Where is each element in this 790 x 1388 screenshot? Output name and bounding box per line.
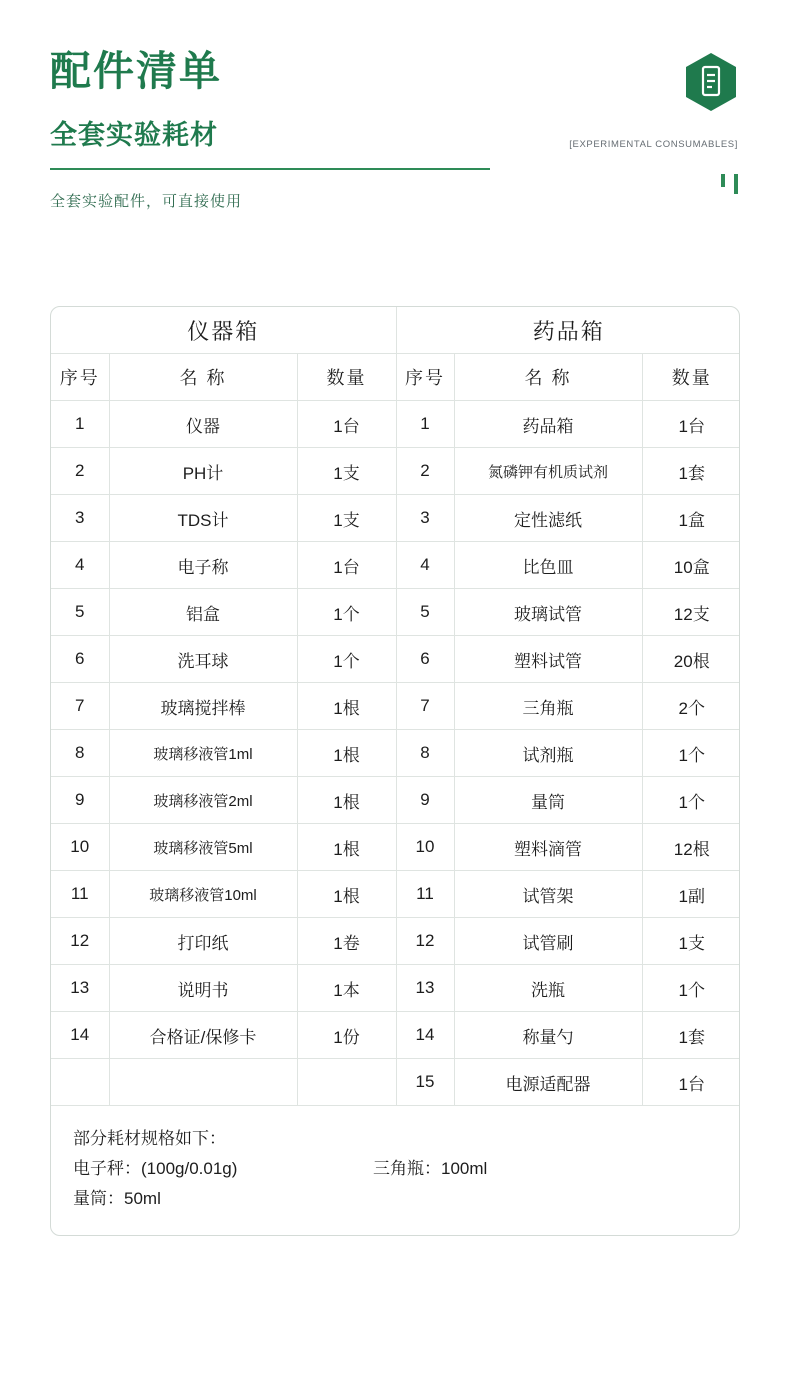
row-index: 4	[396, 542, 454, 589]
footnote-cylinder-spec: 量筒：50ml	[73, 1188, 161, 1208]
column-header-qty-left: 数量	[297, 354, 396, 401]
row-qty: 1副	[642, 871, 740, 918]
table-row	[51, 589, 740, 636]
row-index: 8	[396, 730, 454, 777]
row-name: 打印纸	[109, 918, 297, 965]
row-index: 7	[51, 683, 109, 730]
row-qty: 1卷	[297, 918, 396, 965]
table-row	[51, 918, 740, 965]
row-index: 4	[51, 542, 109, 589]
group-title-reagent: 药品箱	[396, 307, 740, 354]
title-divider	[50, 168, 490, 170]
row-name	[109, 1059, 297, 1106]
column-header-name-right: 名 称	[454, 354, 642, 401]
table-row	[51, 401, 740, 448]
row-index: 9	[51, 777, 109, 824]
header-right-block	[518, 52, 738, 196]
page-subtitle: 全套实验耗材	[50, 120, 218, 151]
row-name: 试剂瓶	[454, 730, 642, 777]
row-name: 仪器	[109, 401, 297, 448]
row-qty	[297, 1059, 396, 1106]
table-row	[51, 777, 740, 824]
row-name: 电子称	[109, 542, 297, 589]
row-qty: 1支	[297, 448, 396, 495]
row-qty: 1份	[297, 1012, 396, 1059]
footnote-scale-spec: 电子秤：(100g/0.01g)	[73, 1158, 238, 1178]
row-index: 5	[396, 589, 454, 636]
table-row	[51, 448, 740, 495]
row-index: 1	[396, 401, 454, 448]
row-qty: 1套	[642, 1012, 740, 1059]
row-index: 13	[51, 965, 109, 1012]
parts-list-table	[51, 307, 740, 1106]
row-name: 玻璃搅拌棒	[109, 683, 297, 730]
page-header	[0, 0, 790, 211]
row-index: 6	[396, 636, 454, 683]
row-index: 2	[396, 448, 454, 495]
footnote-line-2	[73, 1154, 739, 1184]
footnote-block	[51, 1106, 739, 1235]
row-index: 2	[51, 448, 109, 495]
footnote-line-1: 部分耗材规格如下：	[73, 1129, 226, 1148]
row-qty: 1个	[642, 777, 740, 824]
row-index: 10	[51, 824, 109, 871]
row-name: 试管刷	[454, 918, 642, 965]
row-index: 5	[51, 589, 109, 636]
row-qty: 1个	[642, 730, 740, 777]
column-header-seq-right: 序号	[396, 354, 454, 401]
row-index: 11	[51, 871, 109, 918]
row-name: 电源适配器	[454, 1059, 642, 1106]
row-qty: 12根	[642, 824, 740, 871]
row-name: 合格证/保修卡	[109, 1012, 297, 1059]
row-qty: 1支	[297, 495, 396, 542]
row-name: 药品箱	[454, 401, 642, 448]
row-qty: 1根	[297, 871, 396, 918]
row-name: 塑料试管	[454, 636, 642, 683]
table-group-header-row	[51, 307, 740, 354]
table-row	[51, 636, 740, 683]
table-row	[51, 683, 740, 730]
row-qty: 1台	[642, 1059, 740, 1106]
table-row	[51, 965, 740, 1012]
decorative-ticks	[518, 174, 738, 196]
row-qty: 1个	[297, 636, 396, 683]
row-name: 试管架	[454, 871, 642, 918]
row-index: 9	[396, 777, 454, 824]
row-qty: 1根	[297, 777, 396, 824]
row-index: 10	[396, 824, 454, 871]
row-index: 14	[51, 1012, 109, 1059]
row-name: 塑料滴管	[454, 824, 642, 871]
row-index	[51, 1059, 109, 1106]
column-header-name-left: 名 称	[109, 354, 297, 401]
row-qty: 1个	[642, 965, 740, 1012]
group-title-instrument: 仪器箱	[51, 307, 396, 354]
parts-list-card	[50, 306, 740, 1236]
row-qty: 1台	[297, 401, 396, 448]
row-qty: 10盒	[642, 542, 740, 589]
row-qty: 1个	[297, 589, 396, 636]
page-title: 配件清单	[50, 48, 222, 94]
tick-mark-1	[721, 174, 725, 187]
row-name: 三角瓶	[454, 683, 642, 730]
row-name: PH计	[109, 448, 297, 495]
table-column-header-row	[51, 354, 740, 401]
english-caption: [EXPERIMENTAL CONSUMABLES]	[569, 139, 738, 150]
row-name: 氮磷钾有机质试剂	[454, 448, 642, 495]
row-name: 玻璃移液管10ml	[109, 871, 297, 918]
row-qty: 1盒	[642, 495, 740, 542]
row-name: 洗瓶	[454, 965, 642, 1012]
footnote-flask-spec: 三角瓶：100ml	[373, 1158, 488, 1178]
row-index: 1	[51, 401, 109, 448]
table-row	[51, 1059, 740, 1106]
row-name: 洗耳球	[109, 636, 297, 683]
row-name: 定性滤纸	[454, 495, 642, 542]
row-qty: 1根	[297, 683, 396, 730]
row-name: 比色皿	[454, 542, 642, 589]
table-row	[51, 730, 740, 777]
row-index: 6	[51, 636, 109, 683]
document-list-icon	[684, 52, 738, 112]
row-name: 玻璃试管	[454, 589, 642, 636]
row-index: 13	[396, 965, 454, 1012]
row-index: 12	[396, 918, 454, 965]
column-header-seq-left: 序号	[51, 354, 109, 401]
row-name: TDS计	[109, 495, 297, 542]
row-qty: 1本	[297, 965, 396, 1012]
row-name: 玻璃移液管1ml	[109, 730, 297, 777]
table-row	[51, 542, 740, 589]
tick-mark-2	[734, 174, 738, 194]
row-index: 14	[396, 1012, 454, 1059]
row-index: 11	[396, 871, 454, 918]
table-row	[51, 871, 740, 918]
page-note: 全套实验配件，可直接使用	[50, 193, 243, 211]
row-name: 玻璃移液管5ml	[109, 824, 297, 871]
row-qty: 2个	[642, 683, 740, 730]
row-qty: 1台	[297, 542, 396, 589]
row-index: 8	[51, 730, 109, 777]
row-index: 12	[51, 918, 109, 965]
row-qty: 1台	[642, 401, 740, 448]
row-name: 铝盒	[109, 589, 297, 636]
table-row	[51, 495, 740, 542]
row-name: 玻璃移液管2ml	[109, 777, 297, 824]
row-qty: 12支	[642, 589, 740, 636]
row-name: 说明书	[109, 965, 297, 1012]
row-index: 7	[396, 683, 454, 730]
row-qty: 1套	[642, 448, 740, 495]
column-header-qty-right: 数量	[642, 354, 740, 401]
row-qty: 20根	[642, 636, 740, 683]
table-row	[51, 1012, 740, 1059]
row-index: 3	[396, 495, 454, 542]
row-index: 15	[396, 1059, 454, 1106]
row-name: 称量勺	[454, 1012, 642, 1059]
table-row	[51, 824, 740, 871]
row-index: 3	[51, 495, 109, 542]
row-qty: 1支	[642, 918, 740, 965]
row-name: 量筒	[454, 777, 642, 824]
row-qty: 1根	[297, 730, 396, 777]
row-qty: 1根	[297, 824, 396, 871]
